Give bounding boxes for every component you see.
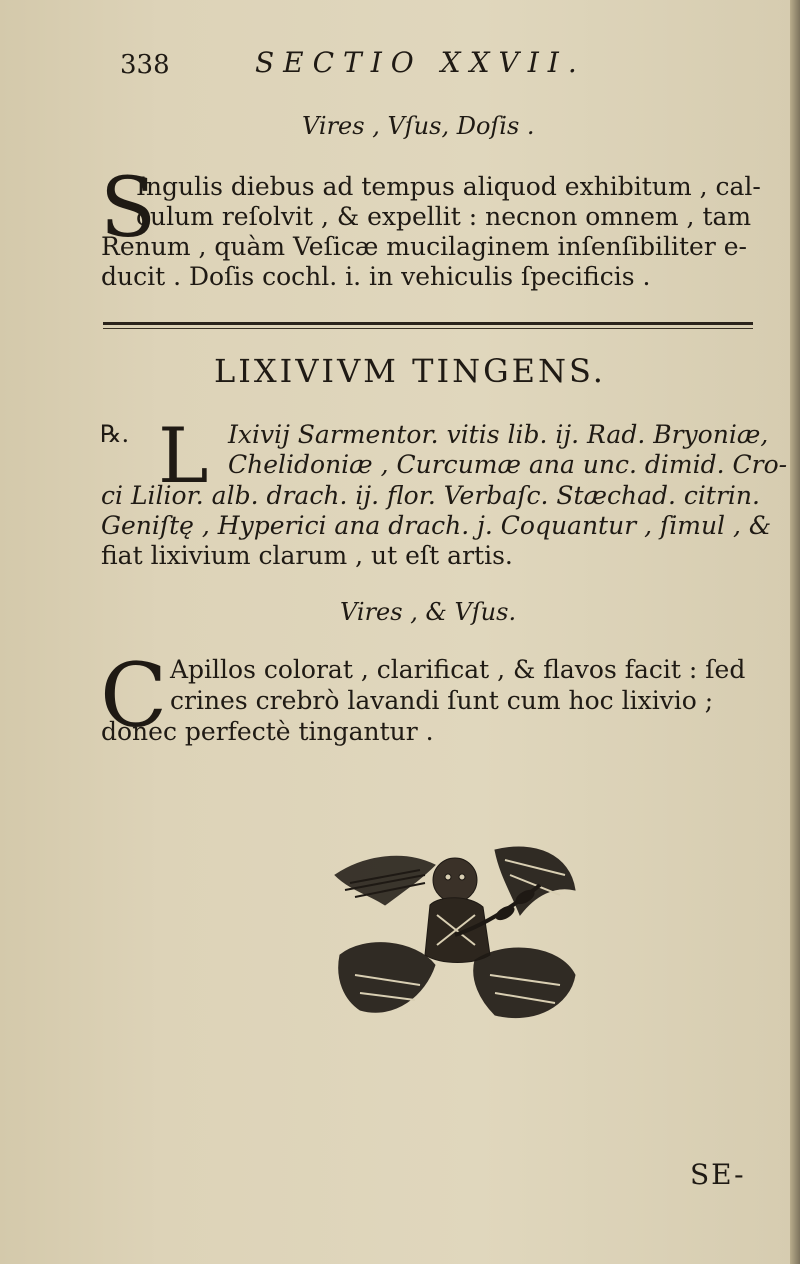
text-line: Renum , quàm Veſicæ mucilaginem inſenſibiliter e-	[101, 232, 747, 261]
section-subheading: Vires , Vſus, Doſis .	[302, 112, 535, 140]
section-subheading: Vires , & Vſus.	[340, 598, 517, 626]
text-line: fiat lixivium clarum , ut eſt artis.	[101, 541, 513, 570]
text-line: ci Lilior. alb. drach. ij. flor. Verbaſc. Stæchad. citrin.	[101, 481, 760, 510]
text-line: donec perfectè tingantur .	[101, 717, 434, 746]
drop-cap: L	[158, 411, 209, 500]
text-line: culum reſolvit , & expellit : necnon omnem , tam	[136, 202, 752, 231]
text-line: Apillos colorat , clarificat , & flavos facit : ſed	[170, 655, 746, 684]
drop-cap: S	[100, 161, 157, 256]
recipe-heading: LIXIVIVM TINGENS.	[214, 352, 606, 390]
section-divider	[103, 322, 753, 325]
drop-cap: C	[100, 644, 168, 747]
catchword: SE-	[690, 1158, 746, 1191]
page-edge	[790, 0, 800, 1264]
text-line: Chelidoniæ , Curcumæ ana unc. dimid. Cro-	[228, 450, 788, 479]
section-divider-thin	[103, 328, 753, 329]
page-number: 338	[120, 50, 170, 80]
recipe-symbol: ℞.	[100, 420, 130, 448]
text-line: Ingulis diebus ad tempus aliquod exhibitum , cal-	[136, 172, 761, 201]
cherub-vignette-icon	[325, 835, 585, 1030]
running-title: SECTIO XXVII.	[255, 46, 586, 79]
text-line: Ixivij Sarmentor. vitis lib. ij. Rad. Bryoniæ,	[228, 420, 769, 449]
text-line: crines crebrò lavandi ſunt cum hoc lixivio ;	[170, 686, 714, 715]
text-line: ducit . Doſis cochl. i. in vehiculis ſpecificis .	[101, 262, 651, 291]
text-line: Geniſtę , Hyperici ana drach. j. Coquantur , ſimul , &	[101, 511, 772, 540]
